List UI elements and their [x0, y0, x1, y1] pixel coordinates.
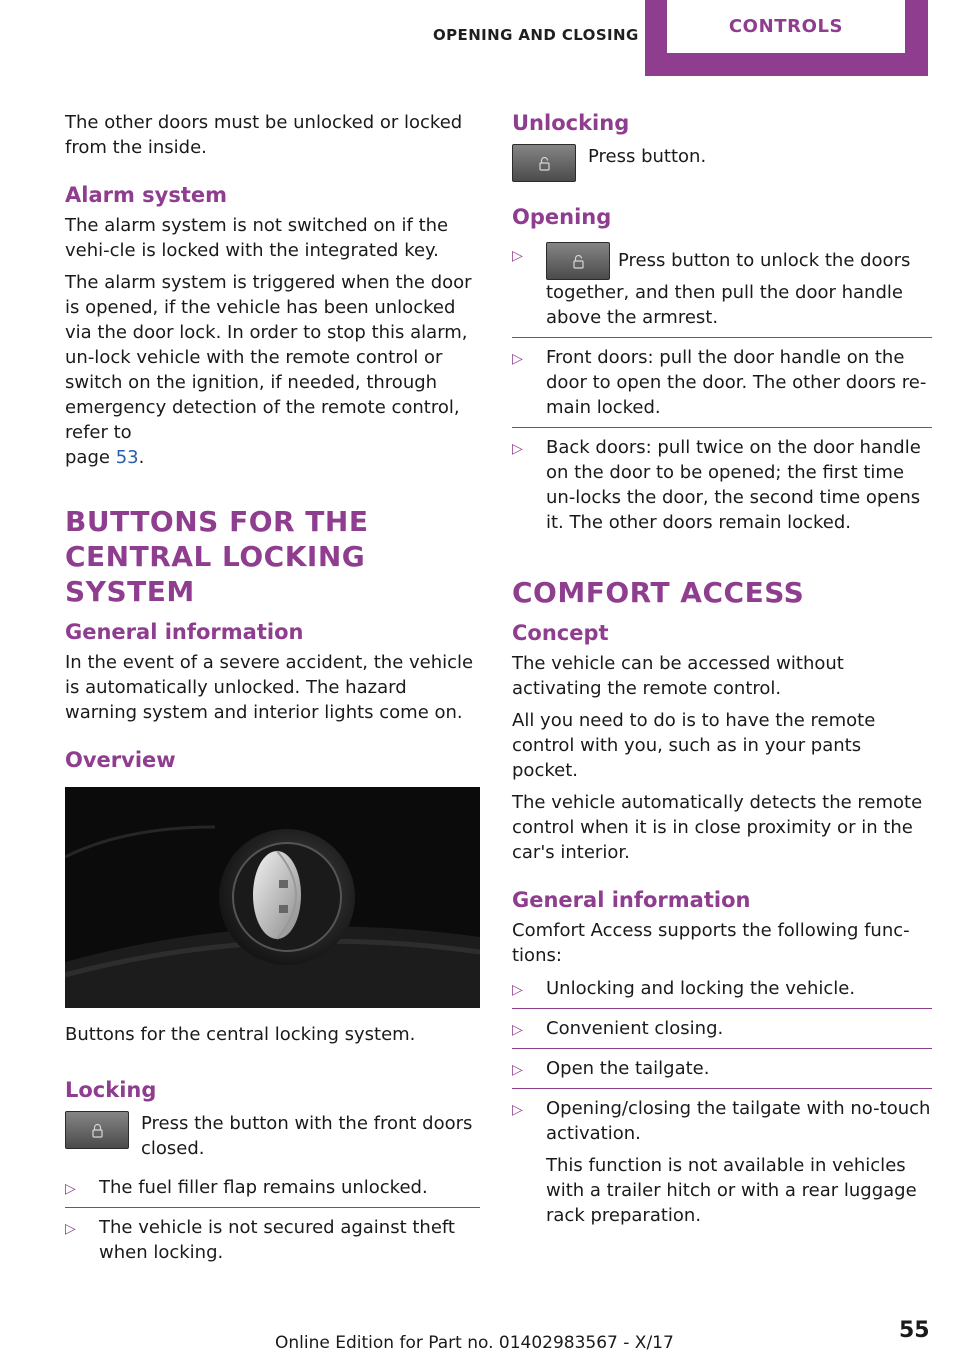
triangle-right-icon: ▷	[512, 441, 523, 457]
central-locking-heading: BUTTONS FOR THE CENTRAL LOCKING SYSTEM	[65, 505, 369, 608]
lock-icon	[538, 156, 551, 171]
lock-icon	[572, 254, 585, 269]
unlocking-instruction	[512, 144, 932, 182]
page-ref-prefix: page	[65, 447, 110, 468]
triangle-right-icon: ▷	[512, 1102, 523, 1118]
list-item	[65, 1175, 480, 1208]
triangle-right-icon: ▷	[512, 1062, 523, 1078]
comfort-access-heading: COMFORT ACCESS	[512, 576, 805, 609]
overview-heading: Overview	[65, 748, 176, 772]
opening-heading: Opening	[512, 205, 612, 229]
general-information-heading: General information	[65, 620, 304, 644]
triangle-right-icon: ▷	[512, 982, 523, 998]
list-item	[512, 435, 932, 535]
list-item-text: The fuel filler flap remains unlocked.	[99, 1177, 428, 1198]
triangle-right-icon: ▷	[65, 1181, 76, 1197]
unlocking-text: Press button.	[588, 146, 707, 167]
right-column	[512, 110, 932, 1235]
list-item-text: Open the tailgate.	[546, 1058, 710, 1079]
locking-text: Press the button with the front doors closed.	[141, 1113, 473, 1159]
running-header-section: OPENING AND CLOSING	[433, 26, 639, 44]
chapter-tab[interactable]	[645, 0, 928, 76]
comfort-functions-list	[512, 976, 932, 1228]
triangle-right-icon: ▷	[65, 1221, 76, 1237]
lock-icon	[91, 1123, 104, 1138]
alarm-paragraph-2-text: The alarm system is triggered when the door is opened, if the vehicle has been unlocked via the door lock. In order to stop this alarm, un-lock vehicle with the remote control or switch on the ignition, if needed, through emergency detection of the remote control, refer to	[65, 272, 472, 443]
list-item	[512, 976, 932, 1009]
locking-instruction	[65, 1111, 480, 1161]
list-item	[512, 1096, 932, 1228]
list-item-text: Unlocking and locking the vehicle.	[546, 978, 856, 999]
list-item	[512, 242, 932, 338]
list-item	[512, 1056, 932, 1089]
unlocking-heading: Unlocking	[512, 111, 630, 135]
footer-edition: Online Edition for Part no. 01402983567 - X/17	[275, 1333, 674, 1353]
triangle-right-icon: ▷	[512, 351, 523, 367]
triangle-right-icon: ▷	[512, 248, 523, 264]
alarm-system-heading: Alarm system	[65, 183, 228, 207]
central-locking-photo	[65, 787, 480, 1008]
concept-paragraph-2: All you need to do is to have the remote control with you, such as in your pants pocket.	[512, 710, 876, 781]
page-ref-suffix: .	[138, 447, 145, 468]
page-number: 55	[899, 1318, 930, 1343]
list-item-text: Opening/closing the tailgate with no-touch activation.	[546, 1098, 931, 1144]
concept-heading: Concept	[512, 621, 609, 645]
alarm-paragraph-1: The alarm system is not switched on if the vehi-cle is locked with the integrated key.	[65, 215, 449, 261]
locking-list	[65, 1175, 480, 1265]
tailgate-note: This function is not available in vehicles with a trailer hitch or with a rear luggage rack preparation.	[546, 1155, 917, 1226]
comfort-general-heading: General information	[512, 888, 751, 912]
list-item-text: Front doors: pull the door handle on the door to open the door. The other doors re-main locked.	[546, 347, 927, 418]
general-information-text: In the event of a severe accident, the vehicle is automatically unlocked. The hazard warning system and interior lights come on.	[65, 652, 474, 723]
triangle-right-icon: ▷	[512, 1022, 523, 1038]
intro-text: The other doors must be unlocked or locked from the inside.	[65, 112, 463, 158]
chapter-tab-label-box	[667, 0, 905, 53]
list-item-text: The vehicle is not secured against theft when locking.	[99, 1217, 455, 1263]
unlock-button-inline[interactable]	[546, 242, 610, 280]
lock-button[interactable]	[65, 1111, 129, 1149]
left-column	[65, 110, 480, 1272]
concept-paragraph-1: The vehicle can be accessed without activating the remote control.	[512, 653, 844, 699]
alarm-paragraph-2	[65, 270, 480, 470]
unlock-button[interactable]	[512, 144, 576, 182]
list-item-text: Convenient closing.	[546, 1018, 724, 1039]
opening-list	[512, 242, 932, 535]
concept-paragraph-3: The vehicle automatically detects the remote control when it is in close proximity or in the car's interior.	[512, 792, 923, 863]
chapter-tab-label: CONTROLS	[728, 16, 844, 37]
locking-heading: Locking	[65, 1078, 157, 1102]
list-item	[512, 345, 932, 428]
page-ref-link[interactable]: 53	[115, 447, 139, 468]
list-item	[512, 1016, 932, 1049]
list-item	[65, 1215, 480, 1265]
list-item-text: Press button to unlock the doors together, and then pull the door handle above the armrest.	[546, 250, 911, 328]
comfort-general-text: Comfort Access supports the following func-tions:	[512, 920, 910, 966]
photo-caption: Buttons for the central locking system.	[65, 1024, 416, 1045]
list-item-text: Back doors: pull twice on the door handle on the door to be opened; the first time un-locks the door, the second time opens it. The other doors remain locked.	[546, 437, 921, 533]
